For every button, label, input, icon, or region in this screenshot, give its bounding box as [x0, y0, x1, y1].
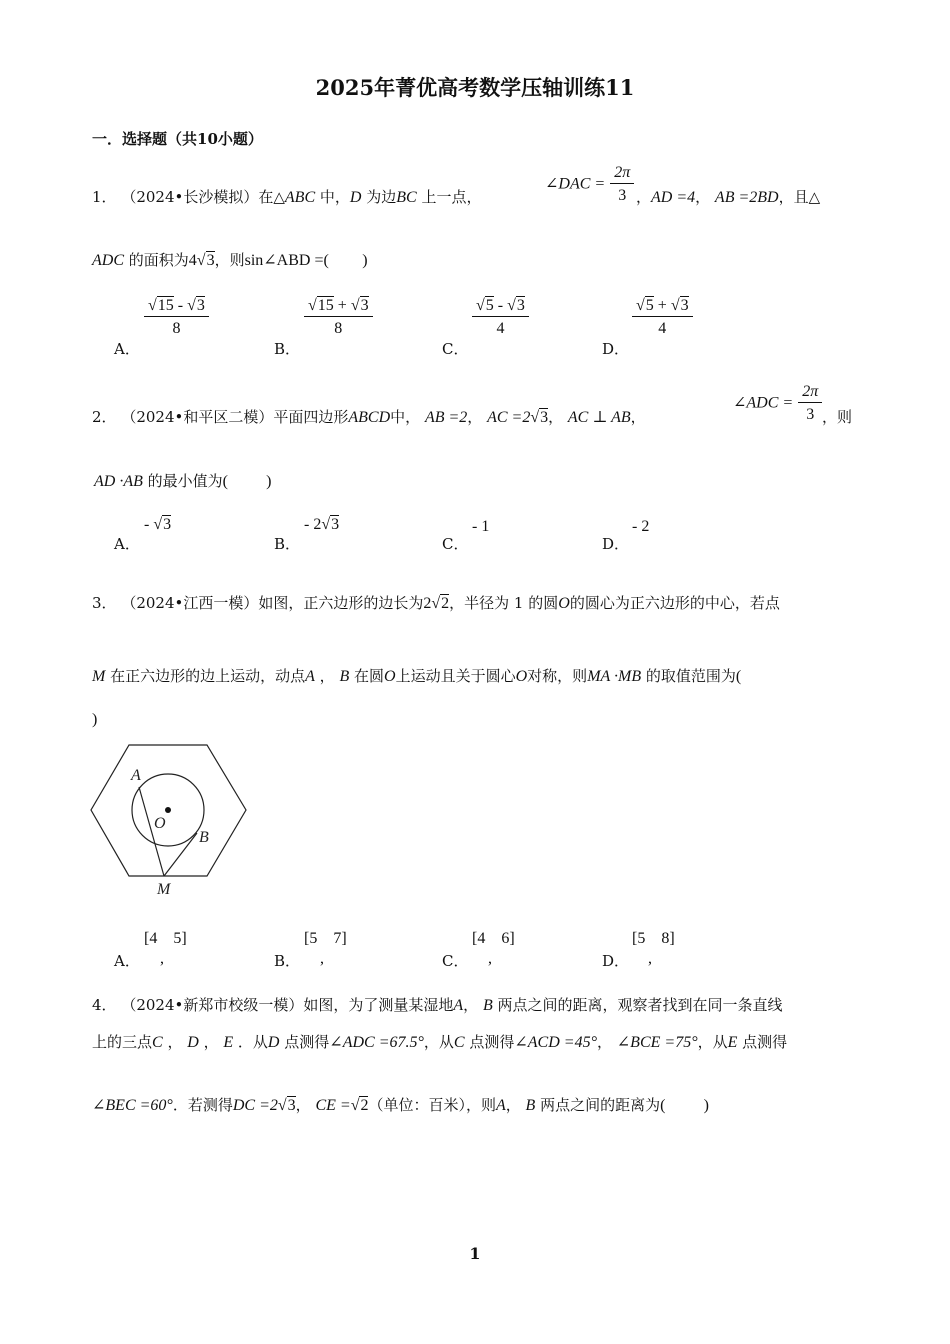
q3-option-a-interval: [4 5]: [144, 930, 187, 947]
q3-line-2: M 在正六边形的边上运动，动点A ， B 在圆O上运动且关于圆心O对称，则MA ·MB 的取值范围为(: [92, 667, 742, 685]
q1-option-d-expr: $\frac{√5 + √3}{4}$: [632, 296, 693, 338]
q1-conditions: ，AD =4， AB =2BD，且△: [636, 188, 821, 206]
q2-line-2: AD ·AB 的最小值为( ): [94, 472, 272, 490]
q1-option-d-label[interactable]: D．: [602, 340, 630, 358]
q1-option-c-label[interactable]: C．: [442, 340, 469, 358]
q3-option-c-interval: [4 6]: [472, 930, 515, 947]
page-title: 2025年菁优高考数学压轴训练11: [315, 75, 635, 100]
q3-option-b-label[interactable]: B．: [274, 952, 301, 970]
label-a: A: [131, 767, 141, 784]
q2-option-c-expr: - 1: [472, 518, 490, 535]
q3-option-c-label[interactable]: C．: [442, 952, 469, 970]
q3-option-a-comma: ,: [160, 950, 164, 967]
q1-line-2: ADC 的面积为4√3，则sin∠ABD =( ): [92, 251, 368, 269]
q1-option-a-label[interactable]: A．: [114, 340, 140, 358]
center-dot: [165, 807, 171, 813]
q2-option-c-label[interactable]: C．: [442, 535, 469, 553]
q2-option-b-expr: - 2√3: [304, 516, 340, 533]
q4-line-1: 4． （2024•新郑市校级一模）如图，为了测量某湿地A， B 两点之间的距离，观察者找到在同一条直线: [92, 996, 783, 1014]
label-b: B: [199, 829, 209, 846]
q3-option-d-comma: ,: [648, 950, 652, 967]
page-number: 1: [469, 1244, 481, 1263]
q2-then: ，则: [822, 408, 853, 426]
q2-option-a-label[interactable]: A．: [114, 535, 140, 553]
q3-option-d-interval: [5 8]: [632, 930, 675, 947]
q1-option-b-label[interactable]: B．: [274, 340, 301, 358]
q2-option-b-label[interactable]: B．: [274, 535, 301, 553]
q3-option-d-label[interactable]: D．: [602, 952, 630, 970]
q3-hexagon-figure: [86, 740, 254, 900]
segment-bm: [164, 833, 197, 876]
q4-line-2: 上的三点C ， D ， E ．从D 点测得∠ADC =67.5°，从C 点测得∠ACD =45°， ∠BCE =75°，从E 点测得: [92, 1033, 788, 1051]
q3-option-b-interval: [5 7]: [304, 930, 347, 947]
label-o: O: [154, 815, 166, 832]
q1-option-c-expr: $\frac{√5 - √3}{4}$: [472, 296, 529, 338]
q3-option-a-label[interactable]: A．: [114, 952, 140, 970]
q2-angle-adc: ∠ADC = $\frac{2\pi}{3}$: [733, 382, 822, 424]
q2-option-a-expr: - √3: [144, 516, 172, 533]
q3-option-c-comma: ,: [488, 950, 492, 967]
q1-angle-dac: ∠DAC = $\frac{2\pi}{3}$: [545, 163, 634, 205]
q4-line-3: ∠BEC =60°．若测得DC =2√3， CE =√2（单位：百米），则A， B 两点之间的距离为( ): [92, 1096, 709, 1114]
q2-option-d-label[interactable]: D．: [602, 535, 630, 553]
q1-option-b-expr: $\frac{√15 + √3}{8}$: [304, 296, 373, 338]
q2-option-d-expr: - 2: [632, 518, 650, 535]
label-m: M: [157, 881, 171, 898]
q2-line-1: 2． （2024•和平区二模）平面四边形ABCD中， AB =2， AC =2√3， AC ⊥ AB，: [92, 408, 646, 426]
q1-option-a-expr: $\frac{√15 - √3}{8}$: [144, 296, 209, 338]
q3-paren-close: ): [92, 711, 98, 728]
q1-line-1: 1． （2024•长沙模拟）在△ABC 中，D 为边BC 上一点，: [92, 188, 482, 206]
q3-line-1: 3． （2024•江西一模）如图，正六边形的边长为2√2，半径为 1 的圆O的圆心为正六边形的中心，若点: [92, 594, 780, 612]
q3-option-b-comma: ,: [320, 950, 324, 967]
section-heading: 一．选择题（共10小题）: [92, 130, 263, 148]
